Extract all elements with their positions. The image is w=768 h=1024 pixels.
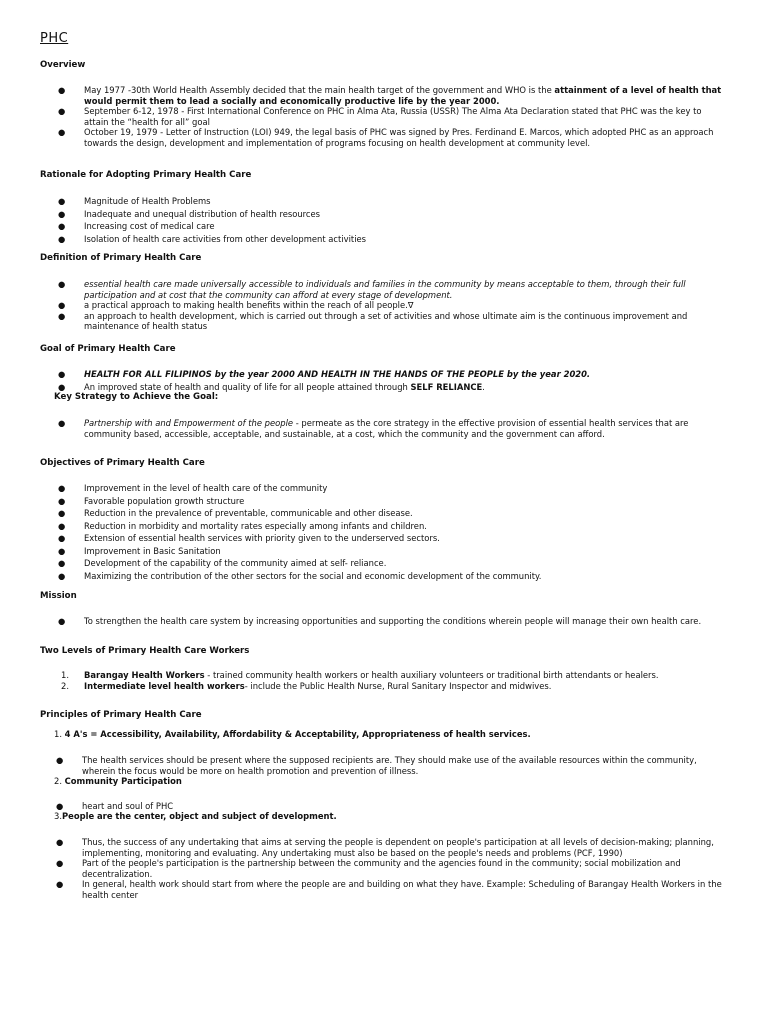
rationale-list	[58, 195, 728, 245]
list-item: ● May 1977 -30th World Health Assembly decided that the main health target of the government and WHO is the attainment of a level of health that would permit them to lead a socially and economically productive life by the year 2000.	[58, 85, 722, 106]
mission-heading: Mission	[40, 591, 77, 601]
bullet-icon: ●	[58, 533, 66, 543]
list-item: ● Reduction in the prevalence of preventable, communicable and other disease.	[58, 508, 413, 518]
bullet-icon: ●	[58, 106, 66, 116]
bullet-icon: ●	[58, 545, 66, 556]
goal-heading: Goal of Primary Health Care	[40, 344, 176, 354]
list-item: ● Favorable population growth structure	[58, 495, 245, 506]
list-item: ● September 6-12, 1978 - First International Conference on PHC in Alma Ata, Russia (USSR) The Alma Ata Declaration stated that PHC was the key to attain the “health for all” goal	[58, 106, 702, 127]
mission-list	[58, 616, 728, 627]
list-item: ● Development of the capability of the community aimed at self- reliance.	[58, 558, 387, 568]
bullet-icon: ●	[56, 837, 64, 847]
list-item: ● Improvement in the level of health care of the community	[58, 483, 328, 493]
principle-2-list	[56, 801, 726, 812]
principles-heading: Principles of Primary Health Care	[40, 710, 202, 720]
list-item: ● HEALTH FOR ALL FILIPINOS by the year 2000 AND HEALTH IN THE HANDS OF THE PEOPLE by the year 2020.	[58, 369, 591, 379]
list-item: ● a practical approach to making health benefits within the reach of all people.∇	[58, 300, 414, 310]
principle-1-list	[56, 755, 726, 776]
list-item: ● Improvement in Basic Sanitation	[58, 545, 221, 556]
definition-list	[58, 279, 728, 332]
bullet-icon: ●	[58, 483, 66, 493]
bullet-icon: ●	[58, 310, 66, 321]
goal-list	[58, 368, 728, 393]
principle-3: 3.People are the center, object and subject of development.	[54, 811, 337, 821]
list-item: ● An improved state of health and quality of life for all people attained through SELF RELIANCE.	[58, 381, 485, 392]
principle-3-list	[56, 837, 726, 900]
bullet-icon: ●	[58, 495, 66, 506]
list-item: ● Thus, the success of any undertaking that aims at serving the people is dependent on people's participation at all levels of decision-making; planning, implementing, monitoring and evaluating. Any undertaking must also be based on the people's needs and problems (PCF, 1990)	[56, 837, 714, 858]
list-item: 1. Barangay Health Workers - trained community health workers or health auxiliary volunteers or traditional birth attendants or healers.	[61, 670, 659, 680]
bullet-icon: ●	[58, 85, 66, 95]
page-title: PHC	[40, 31, 69, 46]
list-item: ● To strengthen the health care system by increasing opportunities and supporting the conditions wherein people will manage their own health care.	[58, 616, 702, 626]
bullet-icon: ●	[58, 616, 66, 626]
bullet-icon: ●	[58, 127, 66, 137]
objectives-heading: Objectives of Primary Health Care	[40, 458, 205, 468]
list-item: ● Reduction in morbidity and mortality rates especially among infants and children.	[58, 520, 427, 531]
overview-list	[58, 85, 728, 148]
list-item: ● Partnership with and Empowerment of the people - permeate as the core strategy in the effective provision of essential health services that are community based, accessible, acceptable, and sustainable, at a cost, which the community and the government can afford.	[58, 418, 689, 439]
bullet-icon: ●	[58, 221, 66, 231]
bullet-icon: ●	[58, 381, 66, 392]
bullet-icon: ●	[58, 418, 66, 428]
bullet-icon: ●	[58, 369, 66, 379]
bullet-icon: ●	[58, 300, 66, 310]
list-item: ● In general, health work should start from where the people are and building on what they have. Example: Scheduling of Barangay Health Workers in the health center	[56, 879, 722, 900]
list-item: ● October 19, 1979 - Letter of Instruction (LOI) 949, the legal basis of PHC was signed by Pres. Ferdinand E. Marcos, which adopted PHC as an approach towards the design, development and implementation of programs focusing on health development at community level.	[58, 127, 714, 148]
list-item: ● Increasing cost of medical care	[58, 221, 215, 231]
list-item: ● Isolation of health care activities from other development activities	[58, 233, 367, 244]
bullet-icon: ●	[58, 570, 66, 581]
definition-heading: Definition of Primary Health Care	[40, 253, 202, 263]
levels-heading: Two Levels of Primary Health Care Workers	[40, 646, 250, 656]
levels-list	[58, 670, 728, 691]
objectives-list	[58, 482, 728, 582]
bullet-icon: ●	[58, 196, 66, 206]
bullet-icon: ●	[58, 508, 66, 518]
list-item: ● Maximizing the contribution of the other sectors for the social and economic development of the community.	[58, 570, 542, 581]
list-item: 2. Intermediate level health workers- include the Public Health Nurse, Rural Sanitary Inspector and midwives.	[61, 680, 552, 691]
list-item: ● Magnitude of Health Problems	[58, 196, 211, 206]
principle-1: 1. 4 A's = Accessibility, Availability, Affordability & Acceptability, Appropriateness of health services.	[54, 729, 531, 739]
list-item: ● Inadequate and unequal distribution of health resources	[58, 208, 321, 219]
bullet-icon: ●	[56, 879, 64, 889]
bullet-icon: ●	[56, 755, 64, 765]
list-item: ● Extension of essential health services with priority given to the underserved sectors.	[58, 533, 440, 543]
principle-2: 2. Community Participation	[54, 776, 182, 786]
bullet-icon: ●	[58, 208, 66, 219]
key-strategy-list	[58, 418, 728, 439]
list-item: ● Part of the people's participation is the partnership between the community and the agencies found in the community; social mobilization and decentralization.	[56, 858, 681, 879]
bullet-icon: ●	[58, 233, 66, 244]
bullet-icon: ●	[58, 558, 66, 568]
list-item: ● The health services should be present where the supposed recipients are. They should make use of the available resources within the community, wherein the focus would be more on health promotion and prevention of illness.	[56, 755, 697, 776]
rationale-heading: Rationale for Adopting Primary Health Care	[40, 170, 252, 180]
bullet-icon: ●	[56, 858, 64, 868]
list-item: ● heart and soul of PHC	[56, 801, 174, 811]
key-strategy-heading: Key Strategy to Achieve the Goal:	[54, 392, 219, 402]
bullet-icon: ●	[58, 520, 66, 531]
list-item: ● essential health care made universally accessible to individuals and families in the community by means acceptable to them, through their full participation and at cost that the community can afford at every stage of development.	[58, 279, 686, 300]
list-item: ● an approach to health development, which is carried out through a set of activities and whose ultimate aim is the continuous improvement and maintenance of health status	[58, 310, 688, 331]
overview-heading: Overview	[40, 60, 86, 70]
bullet-icon: ●	[56, 801, 64, 811]
bullet-icon: ●	[58, 279, 66, 289]
